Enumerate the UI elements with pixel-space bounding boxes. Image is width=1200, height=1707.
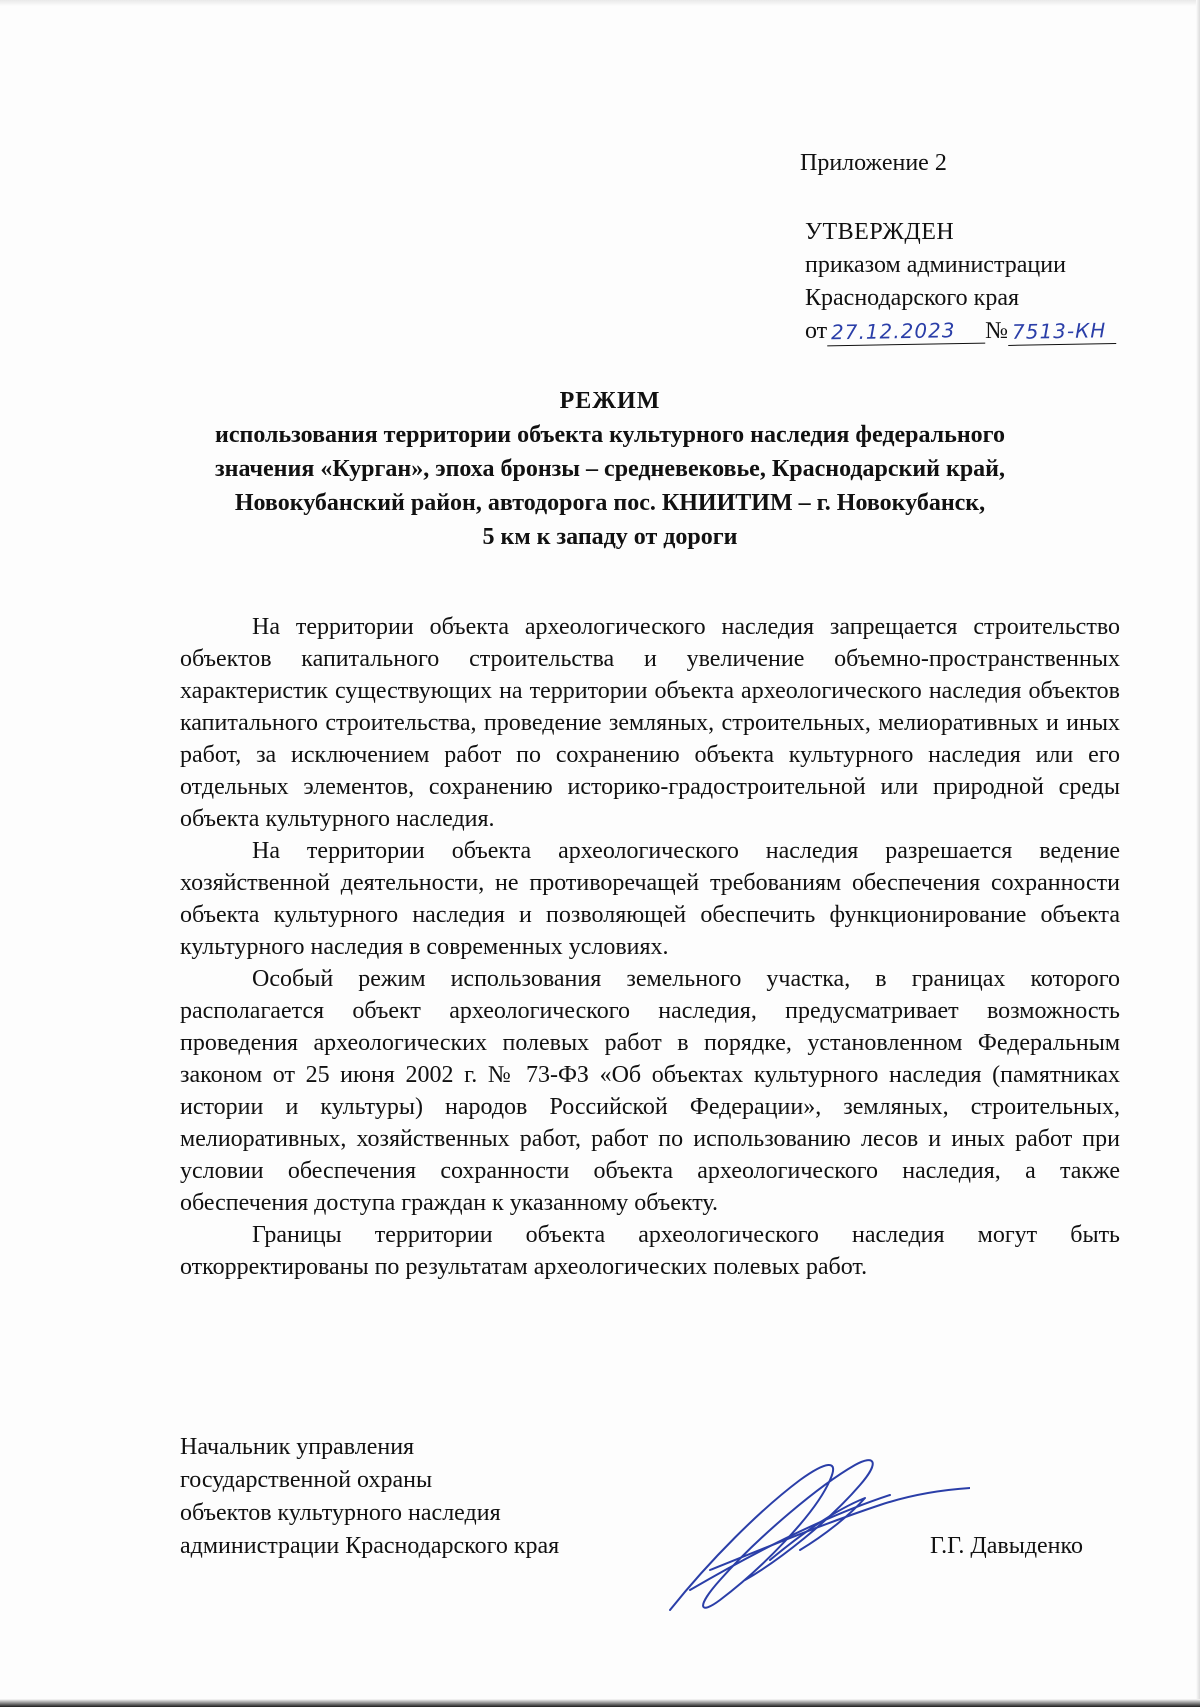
order-date-line [805, 315, 1116, 348]
order-date-handwritten: 27.12.2023 [827, 317, 985, 347]
position-line: объектов культурного наследия [180, 1500, 501, 1526]
order-number-handwritten: 7513-КН [1008, 317, 1116, 346]
handwritten-signature [650, 1440, 970, 1620]
number-prefix: № [985, 318, 1009, 344]
signer-position [180, 1431, 559, 1563]
body-paragraph: На территории объекта археологического наследия разрешается ведение хозяйственной деятельности, не противоречащей требованиям обеспечения сохранности объекта культурного наследия и позволяющей обеспечить функционирование объекта культурного наследия в современных условиях. [180, 838, 1120, 960]
appendix-label: Приложение 2 [800, 150, 947, 176]
approved-line-1: приказом администрации [805, 252, 1066, 278]
approved-line-2: Краснодарского края [805, 285, 1020, 311]
title-line: использования территории объекта культурного наследия федерального [215, 422, 1005, 448]
body-paragraph: Особый режим использования земельного участка, в границах которого располагается объект археологического наследия, предусматривает возможность проведения археологических полевых работ в порядке, установленном Федеральным законом от 25 июня 2002 г. № 73-ФЗ «Об объектах культурного наследия (памятниках истории и культуры) народов Российской Федерации», земляных, строительных, мелиоративных, хозяйственных работ, работ по использованию лесов и иных работ при условии обеспечения сохранности объекта археологического наследия, а также обеспечения доступа граждан к указанному объекту. [180, 966, 1120, 1216]
position-line: Начальник управления [180, 1434, 415, 1460]
title-main: РЕЖИМ [559, 388, 661, 414]
date-prefix: от [805, 318, 828, 344]
title-line: 5 км к западу от дороги [482, 524, 738, 550]
scan-edge-top [0, 0, 1200, 6]
position-line: администрации Краснодарского края [180, 1533, 560, 1559]
signer-name: Г.Г. Давыденко [930, 1533, 1083, 1559]
approval-stamp [805, 216, 1116, 348]
document-body [180, 611, 1120, 1283]
title-line: значения «Курган», эпоха бронзы – средневековье, Краснодарский край, [214, 456, 1006, 482]
document-title [170, 384, 1050, 554]
title-line: Новокубанский район, автодорога пос. КНИИТИМ – г. Новокубанск, [234, 490, 986, 516]
scan-edge-bottom [0, 1699, 1200, 1707]
approved-title: УТВЕРЖДЕН [805, 219, 955, 245]
body-paragraph: Границы территории объекта археологического наследия могут быть откорректированы по результатам археологических полевых работ. [180, 1222, 1120, 1280]
body-paragraph: На территории объекта археологического наследия запрещается строительство объектов капитального строительства и увеличение объемно-пространственных характеристик существующих на территории объекта археологического наследия объектов капитального строительства, проведение земляных, строительных, мелиоративных и иных работ, за исключением работ по сохранению объекта культурного наследия или его отдельных элементов, сохранению историко-градостроительной или природной среды объекта культурного наследия. [180, 614, 1120, 832]
position-line: государственной охраны [180, 1467, 433, 1493]
scan-edge-right [1196, 0, 1200, 1707]
